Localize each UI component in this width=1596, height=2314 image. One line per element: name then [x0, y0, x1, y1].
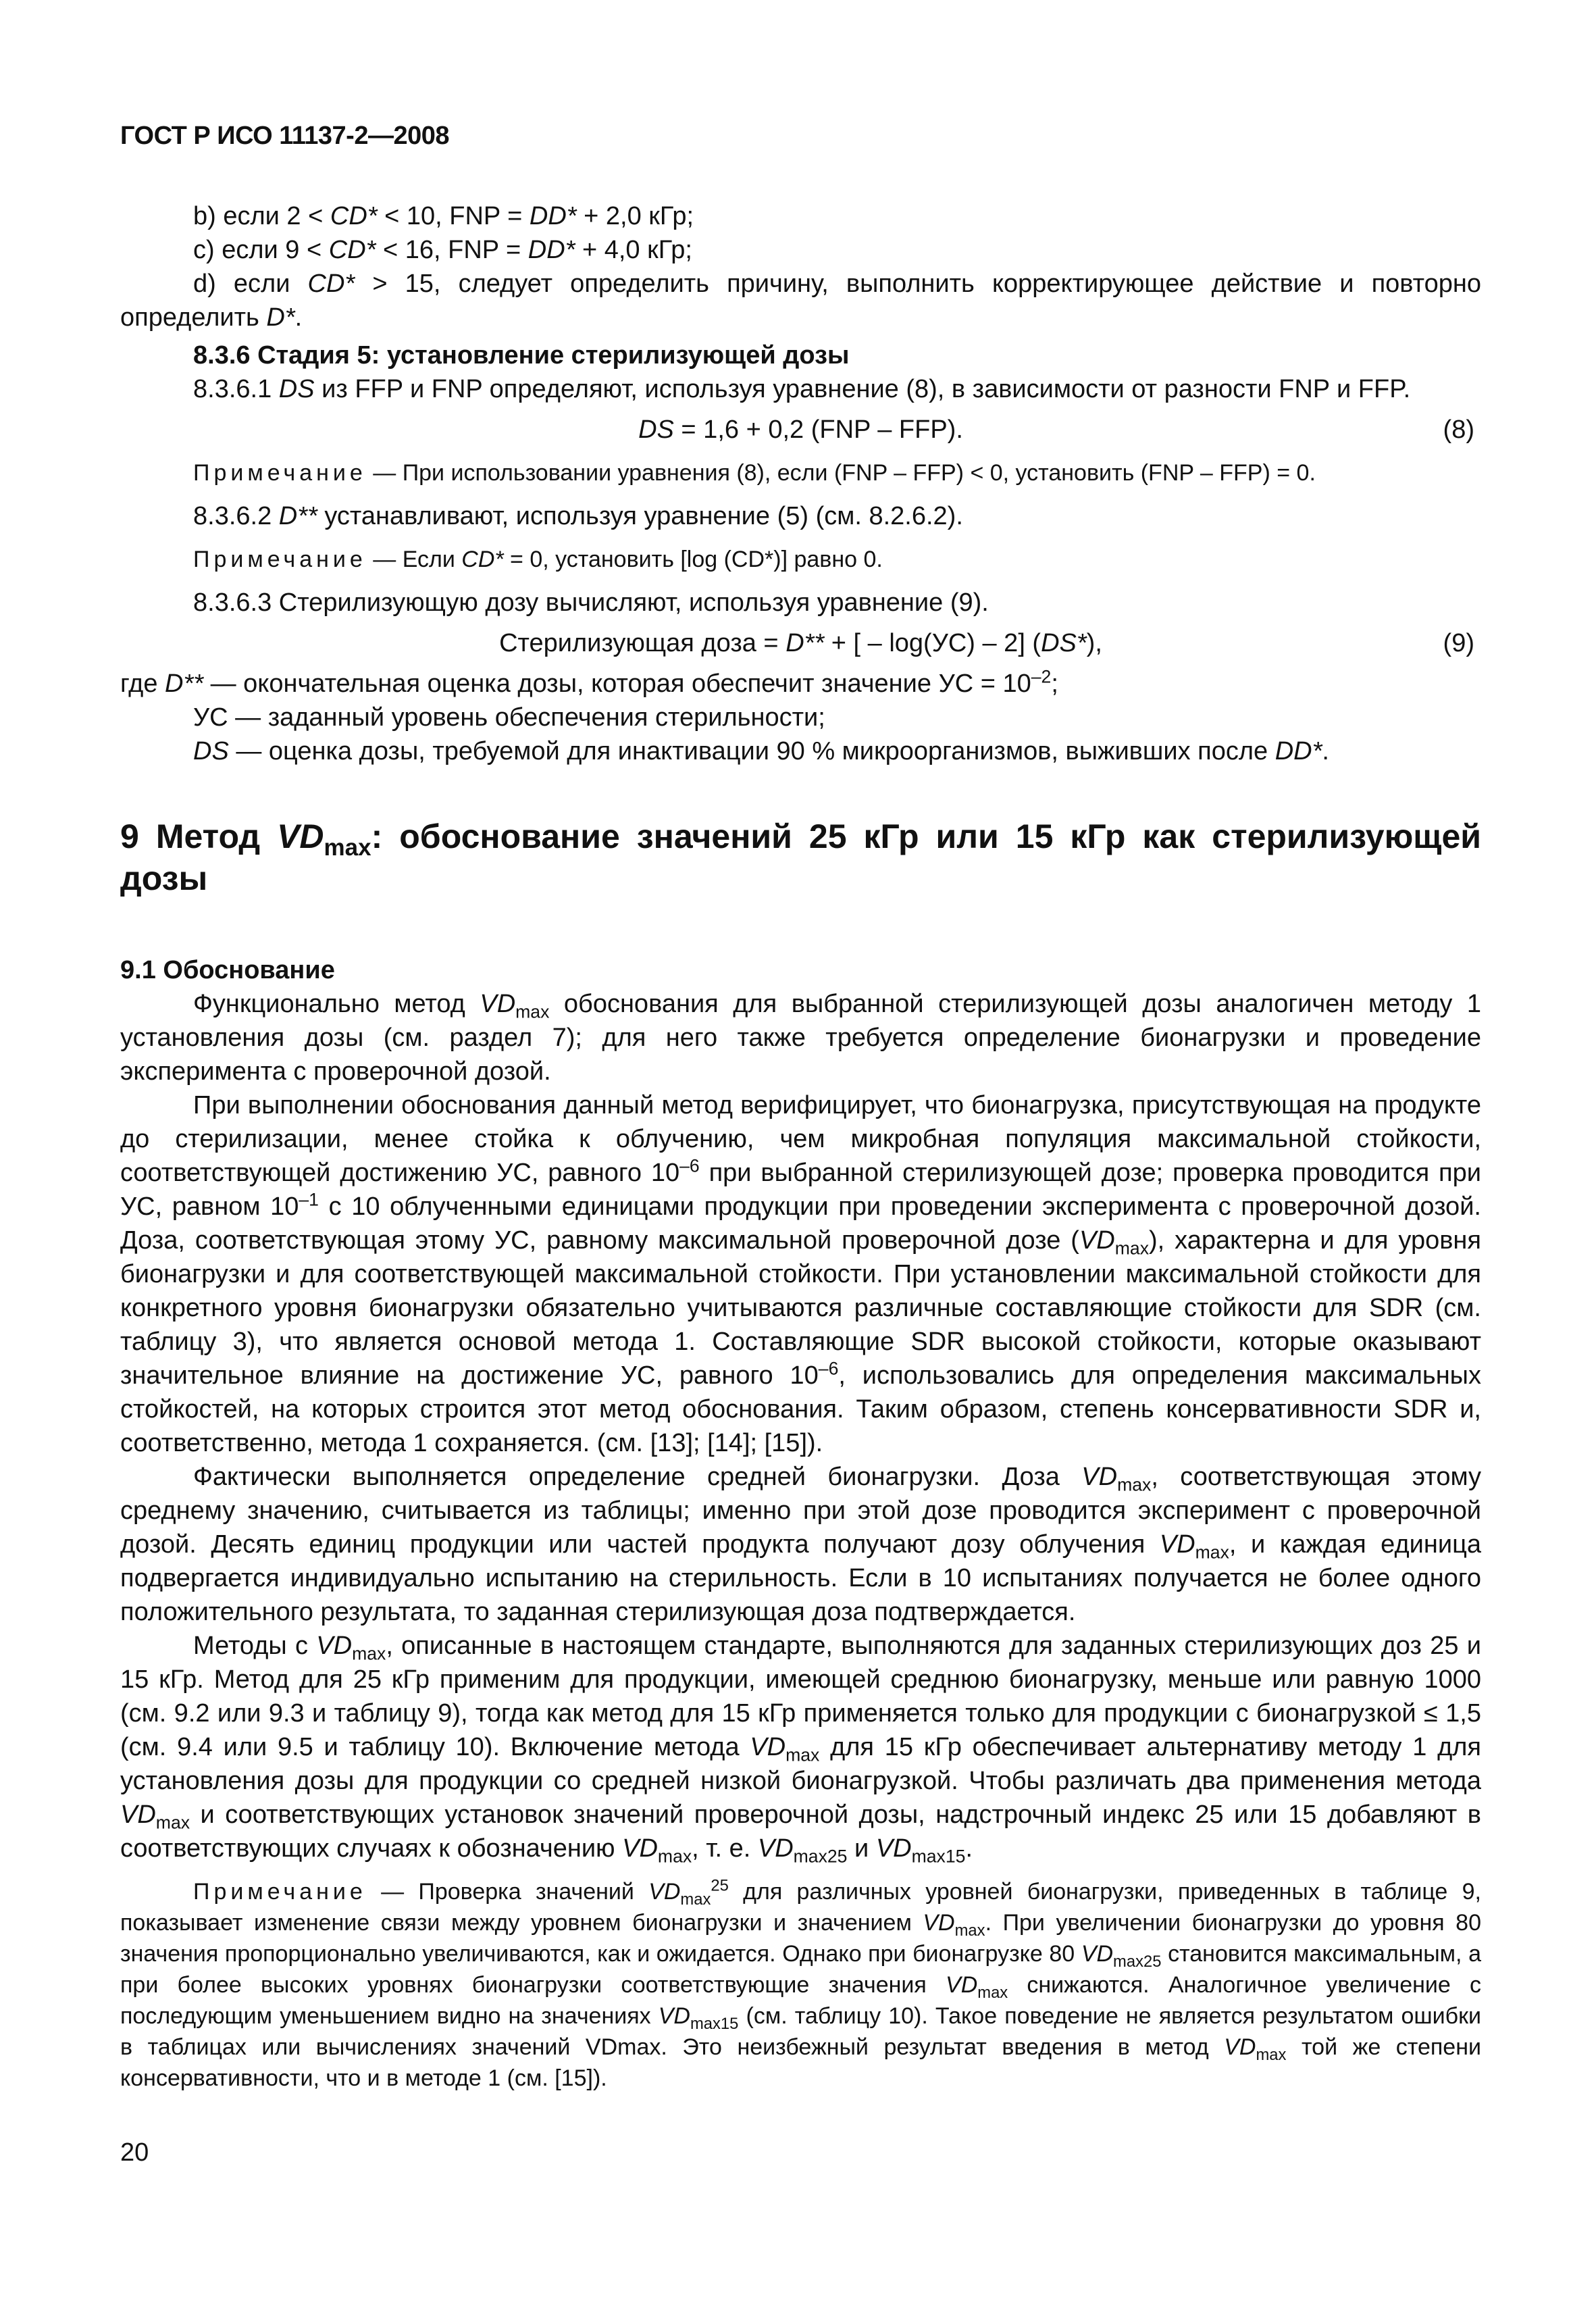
- subsection-heading-91: 9.1 Обоснование: [120, 956, 335, 984]
- paragraph-91-3: Фактически выполняется определение средней бионагрузки. Доза $VD_{max}$, соответствующая этому среднему значению, считывается из таблицы; именно при этой дозе проводится эксперимент с проверочной дозой. Десять единиц продукции или частей продукта получают дозу облучения $VD_{max}$, и каждая единица подвергается индивидуально испытанию на стерильность. Если в 10 испытаниях получается не более одного положительного результата, то заданная стерилизующая доза подтверждается.: [120, 1463, 1482, 1626]
- paragraph-91-2: При выполнении обоснования данный метод верифицирует, что бионагрузка, присутствующая на продукте до стерилизации, менее стойка к облучению, чем микробная популяция максимальной стойкости, соответствующей достижению УС, равного $10^{-6}$ при выбранной стерилизующей дозе; проверка проводится при УС, равном $10^{-1}$ с 10 облученными единицами продукции при проведении эксперимента с проверочной дозой. Доза, соответствующая этому УС, равному максимальной проверочной дозе $(VD_{max})$, характерна и для уровня бионагрузки и для соответствующей максимальной стойкости. При установлении максимальной стойкости для конкретного уровня бионагрузки обязательно учитываются различные составляющие стойкости для SDR (см. таблицу 3), что является основой метода 1. Составляющие SDR высокой стойкости, которые оказывают значительное влияние на достижение УС, равного $10^{-6}$, использовались для определения максимальных стойкостей, на которых строится этот метод обоснования. Таким образом, степень консервативности SDR и, соответственно, метода 1 сохраняется. (см. [13]; [14]; [15]).: [120, 1091, 1481, 1457]
- subsection-heading-836: 8.3.6 Стадия 5: установление стерилизующей дозы: [193, 341, 850, 370]
- paragraph-8363: 8.3.6.3 Стерилизующую дозу вычисляют, используя уравнение (9).: [193, 588, 989, 617]
- definition-ds: DS — оценка дозы, требуемой для инактивации 90 % микроорганизмов, выживших после DD*.: [193, 737, 1329, 765]
- list-item-c: c) если 9 < CD* < 16, FNP = DD* + 4,0 кГр;: [193, 236, 692, 264]
- equation-number: (9): [1443, 629, 1474, 657]
- definition-d: где D** — окончательная оценка дозы, которая обеспечит значение УС = $10^{-2}$;: [120, 666, 1058, 698]
- equation-8: DS = 1,6 + 0,2 (FNP – FFP). (8): [120, 413, 1481, 447]
- equation-9: Стерилизующая доза = D** + [ – log(УС) – 2] (DS*), (9): [120, 626, 1481, 660]
- definitions: [120, 667, 1481, 768]
- list-item-d: d) если CD* > 15, следует определить причину, выполнить корректирующее действие и повторно определить D*.: [120, 270, 1482, 332]
- paragraph-91-1: Функционально метод $VD_{max}$ обоснования для выбранной стерилизующей дозы аналогичен методу 1 установления дозы (см. раздел 7); для него также требуется определение бионагрузки и проведение эксперимента с проверочной дозой.: [120, 990, 1481, 1086]
- definition-us: УС — заданный уровень обеспечения стерильности;: [193, 703, 825, 732]
- note-2: Примечание — Если CD* = 0, установить [log (CD*)] равно 0.: [193, 547, 883, 572]
- note-1: Примечание — При использовании уравнения (8), если (FNP – FFP) < 0, установить (FNP – FFP) = 0.: [193, 460, 1316, 486]
- paragraph-8361: 8.3.6.1 DS из FFP и FNP определяют, используя уравнение (8), в зависимости от разности FNP и FFP.: [193, 375, 1411, 403]
- note-section-9: Примечание — Проверка значений $VD_{max}^{25}$ для различных уровней бионагрузки, приведенных в таблице 9, показывает изменение связи между уровнем бионагрузки и значением $VD_{max}$. При увеличении бионагрузки до уровня 80 значения пропорционально увеличиваются, как и ожидается. Однако при бионагрузке 80 $VD_{max25}$ становится максимальным, а при более высоких уровнях бионагрузки соответствующие значения $VD_{max}$ снижаются. Аналогичное увеличение с последующим уменьшением видно на значениях $VD_{max15}$ (см. таблицу 10). Такое поведение не является результатом ошибки в таблицах или вычислениях значений VDmax. Это неизбежный результат введения в метод $VD_{max}$ той же степени консервативности, что и в методе 1 (см. [15]).: [120, 1876, 1481, 2091]
- document-header: ГОСТ Р ИСО 11137-2—2008: [120, 122, 449, 150]
- page-content: [120, 199, 1481, 2105]
- paragraph-8362: 8.3.6.2 D** устанавливают, используя уравнение (5) (см. 8.2.6.2).: [193, 502, 963, 530]
- list-item-b: b) если 2 < CD* < 10, FNP = DD* + 2,0 кГр;: [193, 202, 694, 230]
- paragraph-91-4: Методы с $VD_{max}$, описанные в настоящем стандарте, выполняются для заданных стерилизующих доз 25 и 15 кГр. Метод для 25 кГр применим для продукции, имеющей среднюю бионагрузку, меньше или равную 1000 (см. 9.2 или 9.3 и таблицу 9), тогда как метод для 15 кГр применяется только для продукции с бионагрузкой ≤ 1,5 (см. 9.4 или 9.5 и таблицу 10). Включение метода $VD_{max}$ для 15 кГр обеспечивает альтернативу методу 1 для установления дозы для продукции со средней низкой бионагрузкой. Чтобы различать два применения метода $VD_{max}$ и соответствующих установок значений проверочной дозы, надстрочный индекс 25 или 15 добавляют в соответствующих случаях к обозначению $VD_{max}$, т. е. $VD_{max25}$ и $VD_{max15}$.: [120, 1632, 1481, 1867]
- section-heading-9: 9 Метод $VD_{max}$: обоснование значений 25 кГр или 15 кГр как стерилизующей дозы: [120, 818, 1482, 897]
- equation-number: (8): [1443, 416, 1474, 444]
- page-number: 20: [120, 2138, 149, 2167]
